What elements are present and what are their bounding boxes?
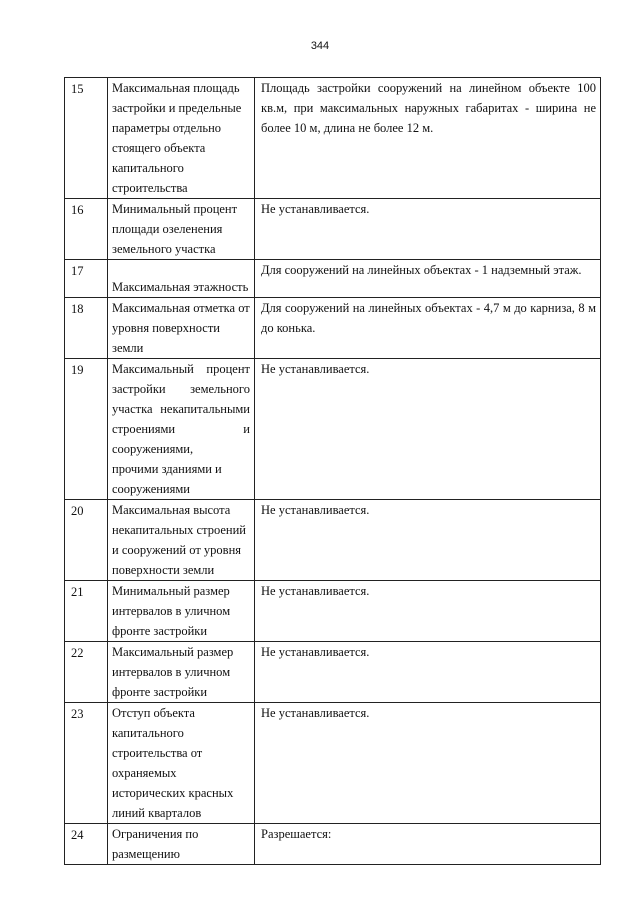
parameter-value: Не устанавливается. <box>255 581 601 642</box>
parameter-value: Не устанавливается. <box>255 500 601 581</box>
parameter-value: Не устанавливается. <box>255 642 601 703</box>
table-row <box>65 78 601 199</box>
regulations-table <box>64 77 601 865</box>
parameter-value: Не устанавливается. <box>255 199 601 260</box>
parameter-value: Площадь застройки сооружений на линейном объекте 100 кв.м, при максимальных наружных габаритах - ширина не более 10 м, длина не более 12 м. <box>255 78 601 199</box>
row-number: 22 <box>65 642 108 703</box>
parameter-value: Разрешается: <box>255 824 601 865</box>
table-row <box>65 500 601 581</box>
table-row <box>65 703 601 824</box>
parameter-name: Максимальная площадь застройки и предельные параметры отдельно стоящего объекта капитального строительства <box>108 78 255 199</box>
row-number: 17 <box>65 260 108 298</box>
table-row <box>65 824 601 865</box>
row-number: 15 <box>65 78 108 199</box>
row-number: 23 <box>65 703 108 824</box>
parameter-name: Ограничения по размещению <box>108 824 255 865</box>
parameter-name: Отступ объекта капитального строительства от охраняемых исторических красных линий кварталов <box>108 703 255 824</box>
row-number: 21 <box>65 581 108 642</box>
parameter-value: Для сооружений на линейных объектах - 4,7 м до карниза, 8 м до конька. <box>255 298 601 359</box>
parameter-name: Минимальный процент площади озеленения земельного участка <box>108 199 255 260</box>
row-number: 18 <box>65 298 108 359</box>
parameter-name: Максимальная высота некапитальных строений и сооружений от уровня поверхности земли <box>108 500 255 581</box>
parameter-value: Для сооружений на линейных объектах - 1 надземный этаж. <box>255 260 601 298</box>
parameter-name: Максимальный процент застройки земельного участка некапитальными строениями и сооружениями, прочими зданиями и сооружениями <box>108 359 255 500</box>
parameter-name: Максимальная этажность <box>108 260 255 298</box>
parameter-name: Минимальный размер интервалов в уличном фронте застройки <box>108 581 255 642</box>
parameter-value: Не устанавливается. <box>255 359 601 500</box>
table-row <box>65 260 601 298</box>
parameter-value: Не устанавливается. <box>255 703 601 824</box>
table-row <box>65 642 601 703</box>
table-row <box>65 359 601 500</box>
parameter-name: Максимальный размер интервалов в уличном фронте застройки <box>108 642 255 703</box>
table-row <box>65 199 601 260</box>
row-number: 20 <box>65 500 108 581</box>
row-number: 24 <box>65 824 108 865</box>
table-row <box>65 581 601 642</box>
row-number: 16 <box>65 199 108 260</box>
row-number: 19 <box>65 359 108 500</box>
page-number: 344 <box>310 40 330 52</box>
table-row <box>65 298 601 359</box>
parameter-name: Максимальная отметка от уровня поверхности земли <box>108 298 255 359</box>
